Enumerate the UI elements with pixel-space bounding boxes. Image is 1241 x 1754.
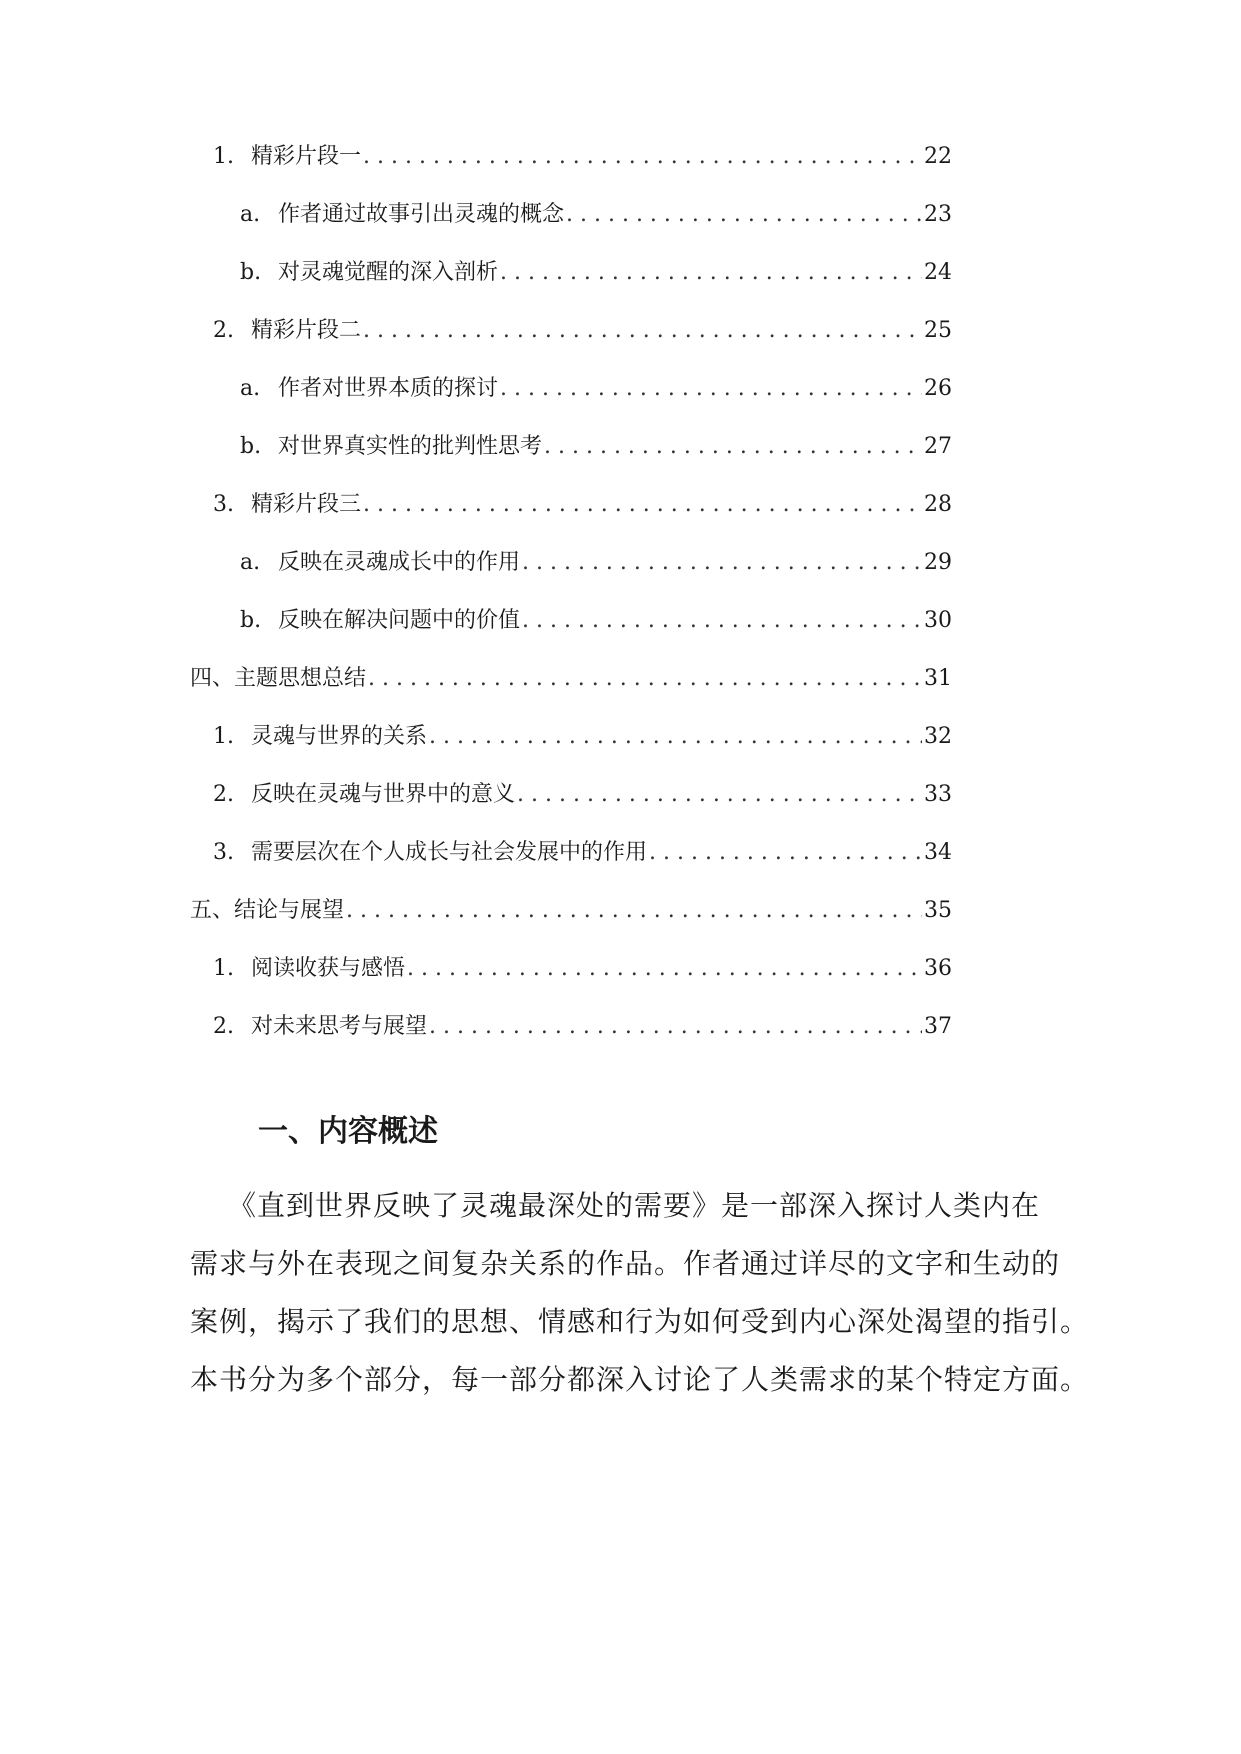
toc-entry-title: 四、主题思想总结 bbox=[190, 666, 367, 691]
toc-leader-dots bbox=[544, 430, 922, 464]
toc-entry[interactable] bbox=[213, 314, 952, 348]
toc-entry-number: 2. bbox=[213, 782, 234, 807]
toc-entry-title: 反映在解决问题中的价值 bbox=[278, 608, 521, 633]
toc-entry-page-number: 35 bbox=[924, 898, 952, 923]
toc-entry-number: 2. bbox=[213, 318, 234, 343]
toc-entry[interactable] bbox=[213, 720, 952, 754]
section-heading: 一、内容概述 bbox=[258, 1114, 438, 1149]
toc-entry[interactable] bbox=[240, 256, 952, 290]
toc-entry-title: 精彩片段二 bbox=[251, 318, 362, 343]
toc-entry[interactable] bbox=[240, 430, 952, 464]
toc-entry-page-number: 27 bbox=[924, 434, 952, 459]
toc-entry-page-number: 25 bbox=[924, 318, 952, 343]
toc-entry-number: 3. bbox=[213, 492, 234, 517]
toc-entry-page-number: 33 bbox=[924, 782, 952, 807]
toc-entry[interactable] bbox=[213, 778, 952, 812]
paragraph-line: 需求与外在表现之间复杂关系的作品。作者通过详尽的文字和生动的 bbox=[190, 1247, 1061, 1280]
toc-leader-dots bbox=[500, 372, 922, 406]
toc-leader-dots bbox=[429, 1010, 922, 1044]
toc-leader-dots bbox=[363, 314, 922, 348]
toc-entry-page-number: 29 bbox=[924, 550, 952, 575]
toc-entry[interactable] bbox=[240, 198, 952, 232]
toc-entry-title: 作者对世界本质的探讨 bbox=[278, 376, 499, 401]
toc-leader-dots bbox=[407, 952, 922, 986]
toc-entry[interactable] bbox=[190, 894, 952, 928]
toc-entry-page-number: 23 bbox=[924, 202, 952, 227]
toc-entry-page-number: 36 bbox=[924, 956, 952, 981]
toc-entry-title: 对灵魂觉醒的深入剖析 bbox=[278, 260, 499, 285]
toc-entry[interactable] bbox=[213, 1010, 952, 1044]
toc-entry-page-number: 24 bbox=[924, 260, 952, 285]
toc-entry-title: 反映在灵魂与世界中的意义 bbox=[251, 782, 516, 807]
toc-entry-page-number: 34 bbox=[924, 840, 952, 865]
toc-entry-title: 灵魂与世界的关系 bbox=[251, 724, 428, 749]
toc-entry[interactable] bbox=[240, 372, 952, 406]
toc-leader-dots bbox=[363, 488, 922, 522]
toc-leader-dots bbox=[649, 836, 922, 870]
toc-entry-title: 五、结论与展望 bbox=[190, 898, 345, 923]
toc-entry-page-number: 26 bbox=[924, 376, 952, 401]
toc-entry-number: 2. bbox=[213, 1014, 234, 1039]
toc-entry-number: a. bbox=[240, 550, 261, 575]
toc-entry-title: 精彩片段一 bbox=[251, 144, 362, 169]
toc-entry-title: 对世界真实性的批判性思考 bbox=[278, 434, 543, 459]
toc-entry-title: 阅读收获与感悟 bbox=[251, 956, 406, 981]
toc-leader-dots bbox=[522, 604, 922, 638]
toc-leader-dots bbox=[368, 662, 922, 696]
paragraph-line: 《直到世界反映了灵魂最深处的需要》是一部深入探讨人类内在 bbox=[228, 1189, 1041, 1222]
toc-leader-dots bbox=[363, 140, 922, 174]
toc-entry-page-number: 32 bbox=[924, 724, 952, 749]
toc-entry-page-number: 30 bbox=[924, 608, 952, 633]
paragraph-line: 案例，揭示了我们的思想、情感和行为如何受到内心深处渴望的指引。 bbox=[190, 1305, 1090, 1338]
toc-leader-dots bbox=[500, 256, 922, 290]
toc-entry-page-number: 31 bbox=[924, 666, 952, 691]
toc-entry[interactable] bbox=[213, 488, 952, 522]
toc-leader-dots bbox=[429, 720, 922, 754]
toc-entry-number: 1. bbox=[213, 144, 234, 169]
paragraph-line: 本书分为多个部分，每一部分都深入讨论了人类需求的某个特定方面。 bbox=[190, 1363, 1090, 1396]
toc-entry-number: 3. bbox=[213, 840, 234, 865]
toc-entry-number: b. bbox=[240, 260, 262, 285]
toc-leader-dots bbox=[346, 894, 922, 928]
toc-entry[interactable] bbox=[190, 662, 952, 696]
toc-entry-title: 精彩片段三 bbox=[251, 492, 362, 517]
toc-entry-number: 1. bbox=[213, 724, 234, 749]
toc-entry-title: 反映在灵魂成长中的作用 bbox=[278, 550, 521, 575]
toc-entry-number: 1. bbox=[213, 956, 234, 981]
toc-entry-number: b. bbox=[240, 608, 262, 633]
toc-entry[interactable] bbox=[213, 140, 952, 174]
toc-entry[interactable] bbox=[240, 604, 952, 638]
toc-entry-number: b. bbox=[240, 434, 262, 459]
toc-entry[interactable] bbox=[240, 546, 952, 580]
toc-entry-page-number: 22 bbox=[924, 144, 952, 169]
toc-leader-dots bbox=[566, 198, 922, 232]
toc-leader-dots bbox=[522, 546, 922, 580]
toc-entry-page-number: 28 bbox=[924, 492, 952, 517]
toc-entry[interactable] bbox=[213, 952, 952, 986]
toc-entry-title: 对未来思考与展望 bbox=[251, 1014, 428, 1039]
toc-leader-dots bbox=[517, 778, 922, 812]
toc-entry-number: a. bbox=[240, 202, 261, 227]
toc-entry-number: a. bbox=[240, 376, 261, 401]
toc-entry-page-number: 37 bbox=[924, 1014, 952, 1039]
toc-entry-title: 需要层次在个人成长与社会发展中的作用 bbox=[251, 840, 648, 865]
toc-entry-title: 作者通过故事引出灵魂的概念 bbox=[278, 202, 565, 227]
toc-entry[interactable] bbox=[213, 836, 952, 870]
